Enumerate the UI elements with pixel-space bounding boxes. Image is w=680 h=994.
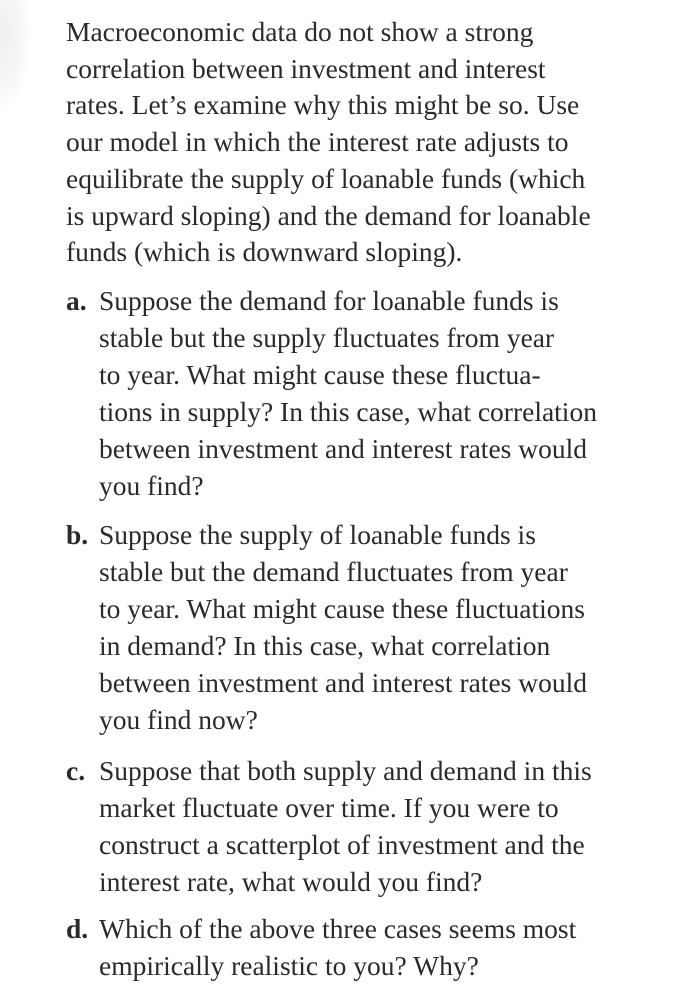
intro-line: funds (which is downward sloping). [66,236,463,268]
page-corner-shadow [0,0,30,110]
question-line: to year. What might cause these fluctuations [99,593,585,624]
intro-line: rates. Let’s examine why this might be so. Use [66,89,580,121]
question-letter: c. [66,755,86,786]
question-line: market fluctuate over time. If you were to [99,792,559,823]
question-line: interest rate, what would you find? [99,866,483,897]
question-line: between investment and interest rates would [99,667,587,698]
question-letter: b. [66,519,89,550]
question-letter: a. [66,285,87,316]
question-line: Suppose the supply of loanable funds is [99,519,536,550]
question-line: you find now? [99,704,258,735]
question-text [99,910,669,984]
question-line: tions in supply? In this case, what correlation [99,396,597,427]
question-text [99,282,669,504]
question-text [99,752,669,900]
question-letter: d. [66,913,89,944]
question-line: construct a scatterplot of investment and the [99,829,585,860]
question-line: Suppose that both supply and demand in this [99,755,592,786]
question-line: Suppose the demand for loanable funds is [99,285,559,316]
question-line: to year. What might cause these fluctua- [99,359,541,390]
intro-line: Macroeconomic data do not show a strong [66,16,534,47]
question-line: between investment and interest rates would [99,433,587,464]
intro-line: equilibrate the supply of loanable funds (which [66,162,586,194]
intro-paragraph [66,14,666,271]
question-line: stable but the demand fluctuates from year [99,556,568,587]
intro-line: our model in which the interest rate adjusts to [66,126,569,158]
question-line: Which of the above three cases seems most [99,913,577,944]
question-line: in demand? In this case, what correlation [99,630,551,661]
intro-line: is upward sloping) and the demand for loanable [66,199,591,231]
question-line: stable but the supply fluctuates from year [99,322,555,353]
intro-line: correlation between investment and interest [66,52,546,84]
question-line: you find? [99,470,204,501]
question-line: empirically realistic to you? Why? [99,950,479,981]
question-text [99,516,669,738]
